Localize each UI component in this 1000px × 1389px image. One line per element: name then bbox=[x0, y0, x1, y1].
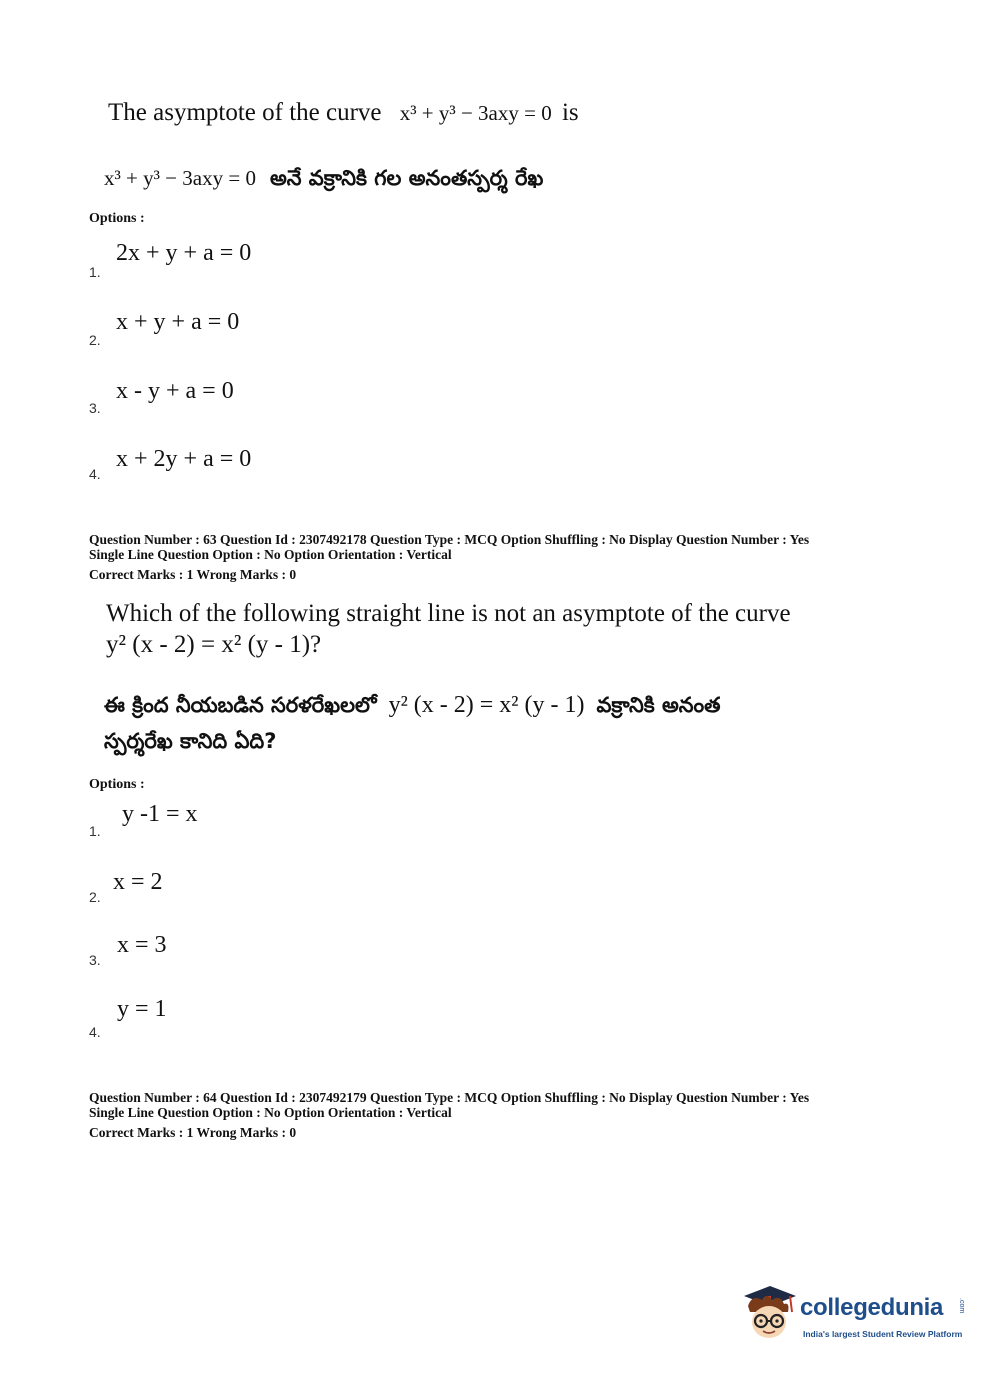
q62-option-2[interactable]: x + y + a = 0 bbox=[116, 309, 240, 335]
q62-is-word: is bbox=[561, 99, 579, 126]
q63-meta-line2: Single Line Question Option : No Option Orientation : Vertical bbox=[89, 547, 452, 562]
q64-meta-line1: Question Number : 64 Question Id : 2307492179 Question Type : MCQ Option Shuffling : No Display Question Number : Yes bbox=[89, 1090, 810, 1105]
q63-option-1-num: 1. bbox=[89, 823, 101, 839]
q63-option-4-num: 4. bbox=[89, 1024, 101, 1040]
q62-options-label: Options : bbox=[89, 211, 145, 226]
q63-question-en-line1: Which of the following straight line is not an asymptote of the curve bbox=[106, 600, 791, 627]
q62-option-3[interactable]: x - y + a = 0 bbox=[116, 378, 234, 404]
q63-option-3[interactable]: x = 3 bbox=[117, 932, 167, 958]
q62-question-en bbox=[108, 97, 579, 129]
mascot-icon bbox=[740, 1282, 798, 1344]
q63-option-3-num: 3. bbox=[89, 952, 101, 968]
q63-option-2-num: 2. bbox=[89, 889, 101, 905]
q63-options-label: Options : bbox=[89, 777, 145, 792]
logo-tagline: India's largest Student Review Platform bbox=[803, 1329, 963, 1339]
q62-option-3-num: 3. bbox=[89, 400, 101, 416]
q63-meta-line3: Correct Marks : 1 Wrong Marks : 0 bbox=[89, 567, 297, 582]
q63-question-te-line2: స్పర్శరేఖ కానిది ఏది? bbox=[104, 729, 277, 753]
logo-wordmark: collegedunia bbox=[800, 1294, 944, 1321]
logo-com: .com bbox=[958, 1298, 965, 1314]
q62-question-te bbox=[104, 160, 543, 196]
q62-option-4-num: 4. bbox=[89, 466, 101, 482]
q62-te-curve-equation: x³ + y³ − 3axy = 0 bbox=[104, 166, 256, 190]
q63-te-text-c: వక్రానికి అనంత bbox=[596, 693, 721, 717]
q62-option-2-num: 2. bbox=[89, 332, 101, 348]
q63-te-equation: y² (x - 2) = x² (y - 1) bbox=[388, 692, 585, 718]
q63-meta-line1: Question Number : 63 Question Id : 2307492178 Question Type : MCQ Option Shuffling : No Display Question Number : Yes bbox=[89, 532, 810, 547]
q63-option-4[interactable]: y = 1 bbox=[117, 996, 167, 1022]
q62-option-1-num: 1. bbox=[89, 264, 101, 280]
q63-option-2[interactable]: x = 2 bbox=[113, 869, 163, 895]
q62-question-text: The asymptote of the curve bbox=[108, 99, 382, 126]
q62-option-1[interactable]: 2x + y + a = 0 bbox=[116, 240, 252, 266]
q62-te-text: అనే వక్రానికి గల అనంతస్పర్శ రేఖ bbox=[269, 166, 544, 190]
q64-meta-line3: Correct Marks : 1 Wrong Marks : 0 bbox=[89, 1125, 297, 1140]
q63-te-text-a: ఈ క్రింద నీయబడిన సరళరేఖలలో bbox=[104, 693, 377, 717]
q64-meta-line2: Single Line Question Option : No Option Orientation : Vertical bbox=[89, 1105, 452, 1120]
q62-option-4[interactable]: x + 2y + a = 0 bbox=[116, 446, 252, 472]
q63-question-en-line2: y² (x - 2) = x² (y - 1)? bbox=[106, 631, 322, 658]
q63-option-1[interactable]: y -1 = x bbox=[122, 801, 198, 827]
q62-curve-equation: x³ + y³ − 3axy = 0 bbox=[399, 101, 552, 125]
collegedunia-logo[interactable] bbox=[740, 1282, 970, 1352]
q63-question-te-line1 bbox=[104, 687, 721, 723]
